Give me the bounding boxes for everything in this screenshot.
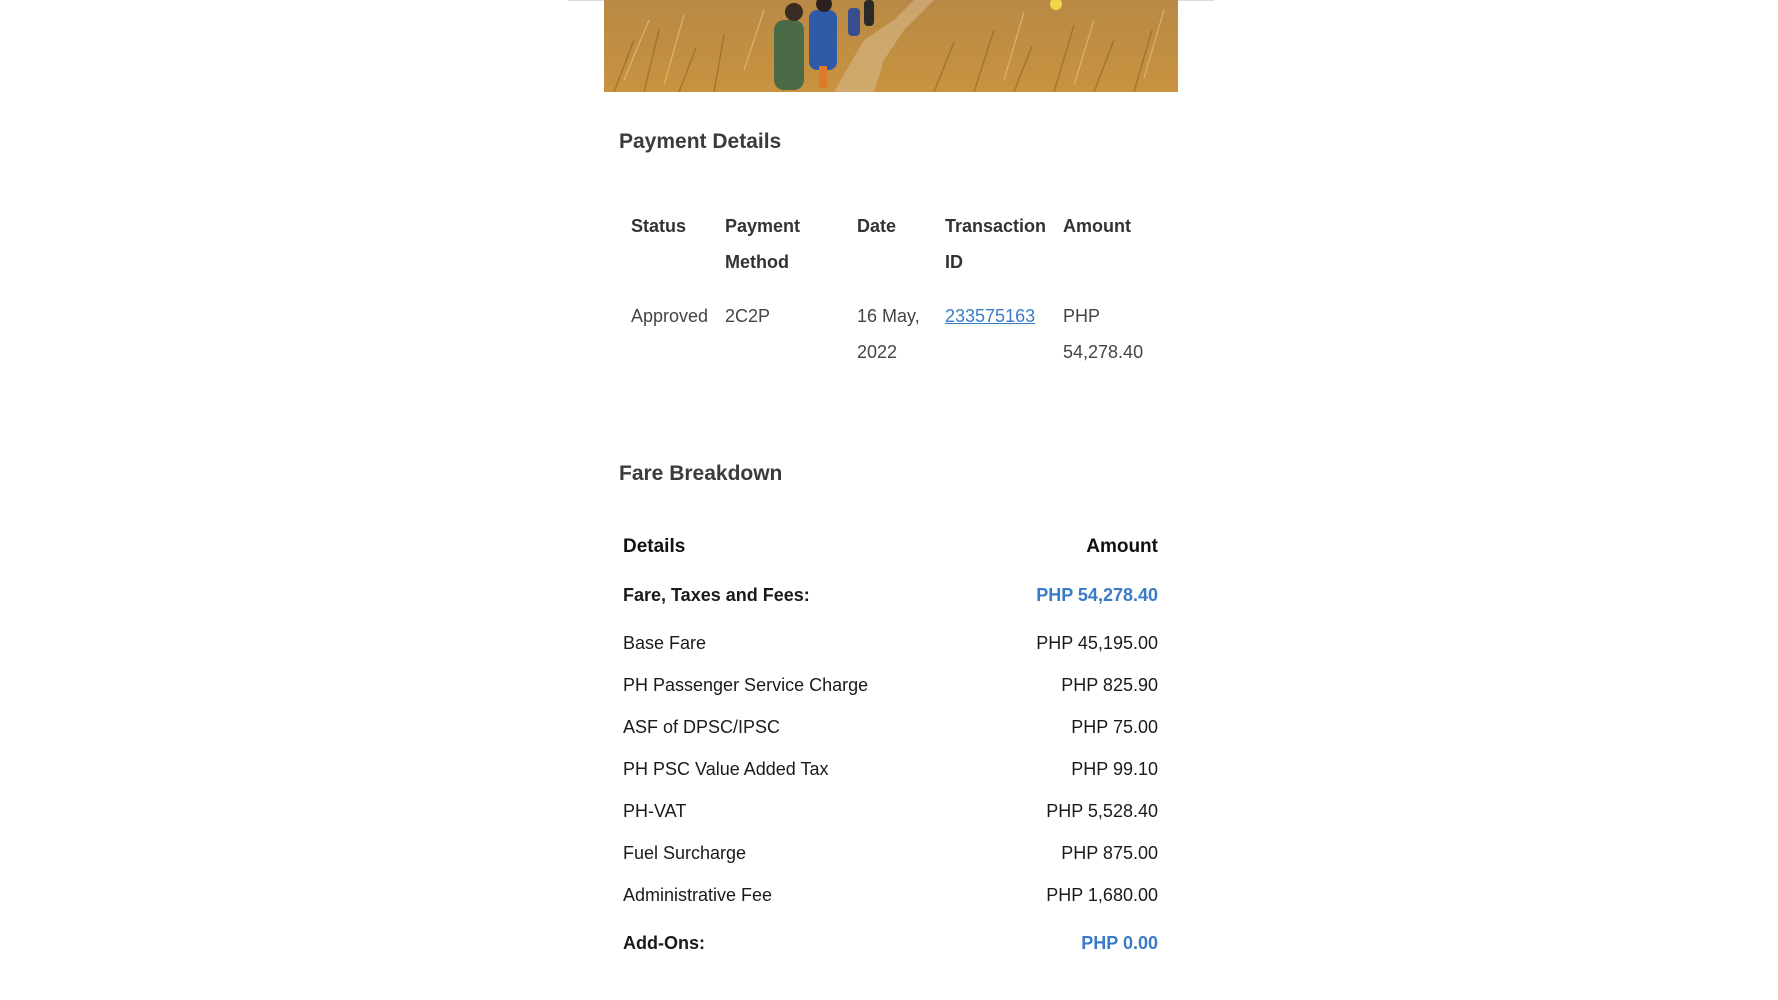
fare-item-row [623, 754, 1158, 784]
column-header-transaction-id-line1: Transaction [945, 216, 1047, 236]
fare-item-amount: PHP 1,680.00 [1046, 884, 1158, 905]
column-header-transaction-id [945, 208, 1060, 280]
add-ons-label: Add-Ons: [623, 932, 705, 953]
payment-date-cell [857, 298, 937, 370]
column-header-status-text: Status [631, 216, 687, 236]
payment-date-line2: 2022 [857, 342, 898, 362]
fare-item-label: Fuel Surcharge [623, 842, 747, 863]
fare-item-amount: PHP 45,195.00 [1036, 632, 1158, 653]
column-header-payment-method [725, 208, 845, 280]
fare-item-row [623, 712, 1158, 742]
fare-item-row [623, 880, 1158, 910]
payment-date-line1: 16 May, [857, 306, 920, 326]
transaction-id-link[interactable]: 233575163 [945, 306, 1036, 326]
fare-item-row [623, 670, 1158, 700]
add-ons-row [623, 928, 1158, 958]
fare-item-label: PH PSC Value Added Tax [623, 758, 829, 779]
fare-item-label: Administrative Fee [623, 884, 773, 905]
fare-taxes-fees-label: Fare, Taxes and Fees: [623, 584, 810, 605]
column-header-amount [1063, 208, 1173, 244]
column-header-payment-method-line2: Method [725, 252, 789, 272]
fare-item-label: Base Fare [623, 632, 707, 653]
payment-amount-currency: PHP [1063, 306, 1101, 326]
fare-item-row [623, 628, 1158, 658]
add-ons-amount: PHP 0.00 [1081, 932, 1158, 953]
fare-item-amount: PHP 875.00 [1061, 842, 1158, 863]
fare-breakdown-heading: Fare Breakdown [619, 462, 783, 485]
fare-taxes-fees-amount: PHP 54,278.40 [1036, 584, 1158, 605]
payment-amount-cell [1063, 298, 1173, 370]
payment-method-cell [725, 298, 845, 334]
payment-details-heading: Payment Details [619, 130, 782, 153]
fare-header-amount: Amount [1086, 536, 1158, 557]
fare-table-header [623, 532, 1158, 562]
fare-item-label: PH Passenger Service Charge [623, 674, 869, 695]
fare-taxes-fees-row [623, 580, 1158, 610]
payment-status-cell [631, 298, 721, 334]
fare-item-amount: PHP 5,528.40 [1046, 800, 1158, 821]
column-header-payment-method-line1: Payment [725, 216, 801, 236]
fare-item-row [623, 796, 1158, 826]
fare-header-details: Details [623, 536, 686, 557]
payment-method-value: 2C2P [725, 306, 771, 326]
fare-item-amount: PHP 75.00 [1071, 716, 1158, 737]
column-header-transaction-id-line2: ID [945, 252, 963, 272]
fare-item-amount: PHP 825.90 [1061, 674, 1158, 695]
transaction-id-cell [945, 298, 1060, 334]
fare-item-row [623, 838, 1158, 868]
column-header-date [857, 208, 937, 244]
payment-amount-value: 54,278.40 [1063, 342, 1144, 362]
column-header-amount-text: Amount [1063, 216, 1131, 236]
column-header-date-text: Date [857, 216, 897, 236]
fare-item-label: PH-VAT [623, 800, 687, 821]
payment-status-value: Approved [631, 306, 709, 326]
column-header-status [631, 208, 721, 244]
hero-banner-image [604, 0, 1178, 92]
fare-item-label: ASF of DPSC/IPSC [623, 716, 781, 737]
fare-item-amount: PHP 99.10 [1071, 758, 1158, 779]
